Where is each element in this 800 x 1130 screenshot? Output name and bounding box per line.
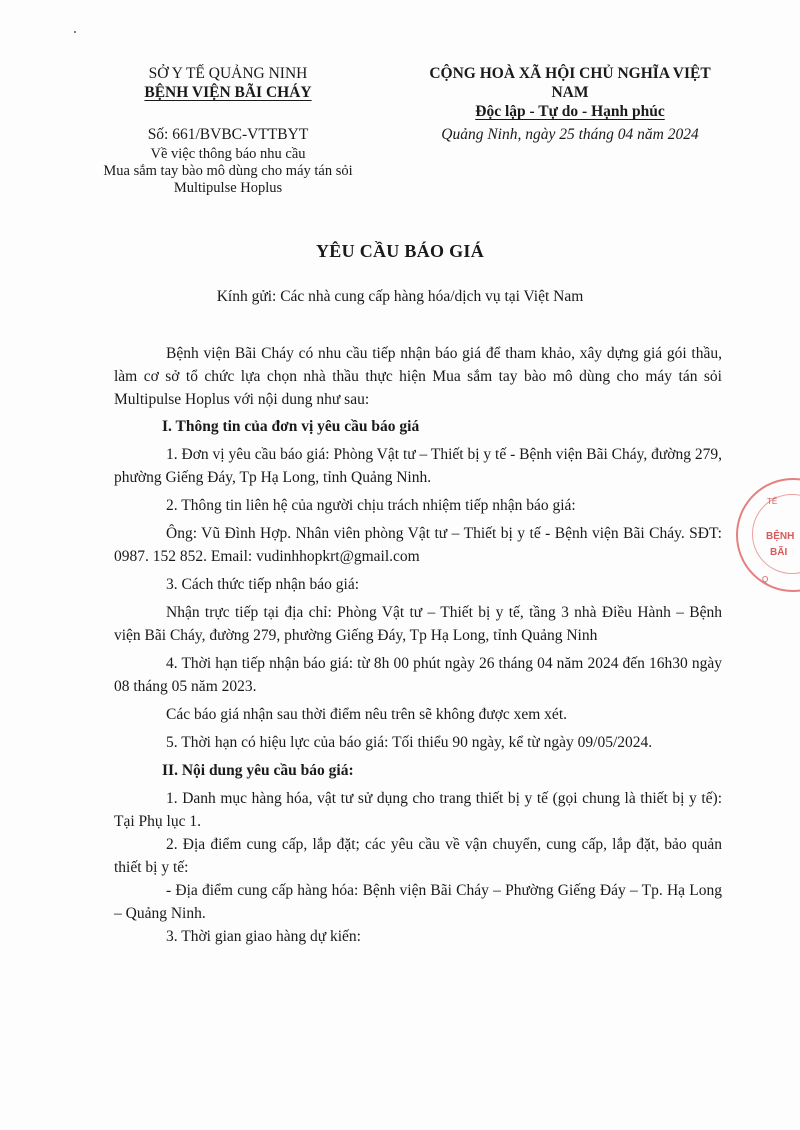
paragraph: 1. Danh mục hàng hóa, vật tư sử dụng cho trang thiết bị y tế (gọi chung là thiết bị y tế): Tại Phụ lục 1.	[114, 790, 722, 830]
national-motto: Độc lập - Tự do - Hạnh phúc	[475, 103, 665, 120]
document-date: Quảng Ninh, ngày 25 tháng 04 năm 2024	[441, 126, 699, 143]
stamp-text: Q	[762, 575, 769, 584]
stamp-text: TẾ	[767, 497, 778, 506]
document-body	[114, 342, 722, 948]
paragraph: Ông: Vũ Đình Hợp. Nhân viên phòng Vật tư – Thiết bị y tế - Bệnh viện Bãi Cháy. SĐT: 0987. 152 852. Email: vudinhhopkrt@gmail.com	[114, 525, 722, 565]
section-heading-1: I. Thông tin của đơn vị yêu cầu báo giá	[162, 418, 420, 435]
document-number: Số: 661/BVBC-VTTBYT	[147, 126, 309, 143]
paragraph: 1. Đơn vị yêu cầu báo giá: Phòng Vật tư – Thiết bị y tế - Bệnh viện Bãi Cháy, đường 279, phường Giếng Đáy, Tp Hạ Long, tỉnh Quảng Ninh.	[114, 446, 722, 486]
paragraph: 2. Thông tin liên hệ của người chịu trách nhiệm tiếp nhận báo giá:	[166, 497, 576, 514]
paragraph: 5. Thời hạn có hiệu lực của báo giá: Tối thiểu 90 ngày, kể từ ngày 09/05/2024.	[166, 734, 653, 751]
paragraph: - Địa điểm cung cấp hàng hóa: Bệnh viện Bãi Cháy – Phường Giếng Đáy – Tp. Hạ Long – Quảng Ninh.	[114, 882, 722, 922]
stamp-text: BÃI	[770, 547, 788, 558]
issuer-block	[78, 64, 378, 102]
org-parent: SỞ Y TẾ QUẢNG NINH	[148, 65, 308, 82]
greeting: Kính gửi: Các nhà cung cấp hàng hóa/dịch vụ tại Việt Nam	[216, 288, 584, 305]
document-subject	[78, 146, 378, 197]
paragraph: Các báo giá nhận sau thời điểm nêu trên sẽ không được xem xét.	[166, 706, 567, 723]
org-name: BỆNH VIỆN BÃI CHÁY	[144, 84, 312, 101]
stamp-text: BỆNH	[766, 531, 795, 542]
subject-line: Multipulse Hoplus	[173, 180, 283, 196]
paragraph: 4. Thời hạn tiếp nhận báo giá: từ 8h 00 phút ngày 26 tháng 04 năm 2024 đến 16h30 ngày 08 tháng 05 năm 2023.	[114, 655, 722, 695]
paragraph: Nhận trực tiếp tại địa chỉ: Phòng Vật tư – Thiết bị y tế, tầng 3 nhà Điều Hành – Bệnh viện Bãi Cháy, đường 279, phường Giếng Đáy, Tp Hạ Long, tỉnh Quảng Ninh	[114, 604, 722, 644]
national-header	[410, 64, 730, 121]
subject-line: Mua sắm tay bào mô dùng cho máy tán sỏi	[103, 163, 353, 179]
country-name: CỘNG HOÀ XÃ HỘI CHỦ NGHĨA VIỆT NAM	[429, 65, 711, 101]
scan-speck	[74, 31, 76, 33]
intro-paragraph: Bệnh viện Bãi Cháy có nhu cầu tiếp nhận báo giá để tham khảo, xây dựng giá gói thầu, làm cơ sở tổ chức lựa chọn nhà thầu thực hiện Mua sắm tay bào mô dùng cho máy tán sỏi Multipulse Hoplus với nội dung như sau:	[114, 345, 722, 408]
paragraph: 3. Thời gian giao hàng dự kiến:	[166, 928, 361, 945]
document-title: YÊU CẦU BÁO GIÁ	[315, 241, 484, 261]
paragraph: 3. Cách thức tiếp nhận báo giá:	[166, 576, 360, 593]
subject-line: Về việc thông báo nhu cầu	[150, 146, 306, 162]
section-heading-2: II. Nội dung yêu cầu báo giá:	[162, 762, 354, 779]
paragraph: 2. Địa điểm cung cấp, lắp đặt; các yêu cầu về vận chuyển, cung cấp, lắp đặt, bảo quản thiết bị y tế:	[114, 836, 722, 876]
